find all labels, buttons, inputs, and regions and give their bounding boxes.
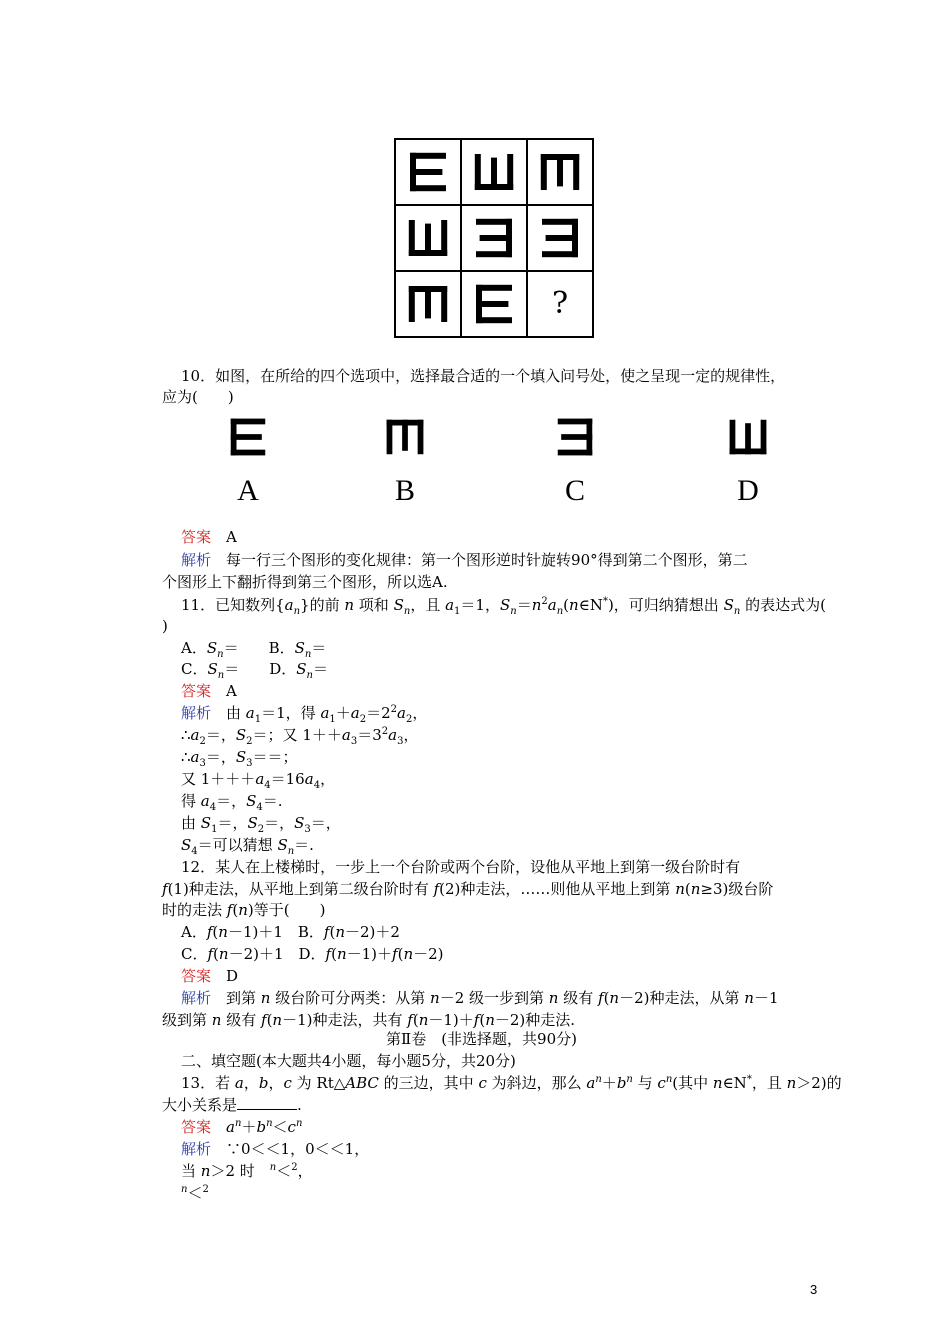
q11-stem-line1: 11．已知数列$\{a_n\}$的前 n 项和 $S_n$，且 $a_1=1$，$S_n=n^2a_n(n\in N^*)$，可归纳猜想出 $S_n$ 的表达式为( — [181, 596, 826, 617]
q11-analysis-line6: 由 $S_1=$，$S_2=$，$S_3=$， — [181, 814, 341, 835]
q12-options-ab: A．f(n－1)＋1 B．f(n－2)＋2 — [181, 923, 400, 941]
e-shape-up-icon — [404, 214, 452, 262]
q12-answer: 答案 D — [181, 967, 239, 985]
q12-analysis-line2: 级到第 n 级有 f(n－1)种走法，共有 f(n－1)＋f(n－2)种走法. — [162, 1011, 576, 1029]
q11-analysis-line3: $\therefore a_3=$，$S_3==$； — [181, 748, 298, 769]
option-b[interactable] — [365, 414, 445, 508]
q13-analysis-line3: $^n$＜$^2$ — [181, 1184, 209, 1202]
question-mark: ? — [551, 286, 569, 321]
q11-analysis-line7: $S_4=$可以猜想 $S_n=$. — [181, 836, 314, 857]
q11-answer: 答案 A — [181, 682, 237, 700]
q12-stem-line3: 时的走法 f(n)等于( ) — [162, 901, 326, 919]
page-number: 3 — [810, 1282, 818, 1297]
option-label: D — [737, 474, 759, 507]
e-shape-up-icon — [470, 148, 518, 196]
q13-stem-line1: 13．若 a，b，c 为 Rt△ABC 的三边，其中 c 为斜边，那么 $a^n+b^n$ 与 $c^n$(其中 n∈N*，且 n＞2)的 — [181, 1074, 842, 1092]
q12-stem-line1: 12．某人在上楼梯时，一步上一个台阶或两个台阶，设他从平地上到第一级台阶时有 — [181, 858, 741, 876]
e-shape-down-icon — [404, 280, 452, 328]
grid-cell — [394, 138, 462, 206]
e-shape-right-icon — [404, 148, 452, 196]
grid-cell — [460, 270, 528, 338]
grid-cell — [460, 138, 528, 206]
q11-options-ab: A．$S_n=$ B．$S_n=$ — [181, 639, 327, 660]
q13-analysis-line1: 解析 ∵0＜＜1，0＜＜1， — [181, 1140, 370, 1158]
grid-cell — [526, 204, 594, 272]
q11-options-cd: C．$S_n=$ D．$S_n=$ — [181, 660, 328, 681]
q11-analysis-line4: 又 $1+++a_4=16a_4$， — [181, 770, 336, 791]
grid-cell — [394, 204, 462, 272]
e-shape-left-icon — [552, 414, 598, 460]
q10-options-figure — [208, 408, 786, 520]
section-fill-in-heading: 二、填空题(本大题共4小题，每小题5分，共20分) — [181, 1052, 516, 1070]
q11-analysis-line5: 得 $a_4=$，$S_4=$. — [181, 792, 283, 813]
e-shape-left-icon — [536, 214, 584, 262]
grid-cell — [460, 204, 528, 272]
q12-options-cd: C．f(n－2)＋1 D．f(n－1)＋f(n－2) — [181, 945, 444, 963]
q13-answer: 答案 $a^n+b^n<c^n$ — [181, 1118, 303, 1136]
q12-stem-line2: f(1)种走法，从平地上到第二级台阶时有 f(2)种走法，……则他从平地上到第 n(n≥3)级台阶 — [162, 880, 774, 898]
e-shape-right-icon — [225, 414, 271, 460]
answer-blank[interactable] — [237, 1095, 297, 1110]
option-label: A — [237, 474, 259, 507]
grid-cell — [394, 270, 462, 338]
e-shape-left-icon — [470, 214, 518, 262]
q10-stem-line1: 10．如图，在所给的四个选项中，选择最合适的一个填入问号处，使之呈现一定的规律性， — [181, 367, 786, 385]
q10-answer: 答案 A — [181, 528, 237, 546]
e-shape-up-icon — [725, 414, 771, 460]
pattern-grid-figure — [394, 138, 600, 344]
grid-cell — [526, 270, 594, 338]
q11-stem-line2: ) — [162, 617, 168, 635]
q10-stem-line2: 应为( ) — [162, 388, 234, 406]
grid-cell — [526, 138, 594, 206]
option-label: C — [564, 474, 585, 507]
q12-analysis-line1: 解析 到第 n 级台阶可分两类：从第 n－2 级一步到第 n 级有 f(n－2)种走法，从第 n－1 — [181, 989, 779, 1007]
e-shape-down-icon — [382, 414, 428, 460]
option-label: B — [394, 474, 415, 507]
option-a[interactable] — [208, 414, 288, 508]
q11-analysis-line2: $\therefore a_2=$，$S_2=$；又 $1++a_3=3^2a_3$， — [181, 726, 419, 747]
part2-title: 第Ⅱ卷 (非选择题，共90分) — [386, 1030, 577, 1048]
q13-analysis-line2: 当 n＞2 时 $^n$＜$^2$， — [181, 1162, 313, 1180]
e-shape-down-icon — [536, 148, 584, 196]
option-d[interactable] — [708, 414, 788, 508]
e-shape-right-icon — [470, 280, 518, 328]
q13-stem-line2: 大小关系是 . — [162, 1096, 302, 1114]
q10-analysis-line1: 解析 每一行三个图形的变化规律：第一个图形逆时针旋转90°得到第二个图形，第二 — [181, 551, 748, 569]
option-c[interactable] — [535, 414, 615, 508]
q10-analysis-line2: 个图形上下翻折得到第三个图形，所以选A. — [162, 573, 448, 591]
q11-analysis-line1: 解析 由 $a_1=1$，得 $a_1+a_2=2^2a_2$， — [181, 704, 428, 725]
